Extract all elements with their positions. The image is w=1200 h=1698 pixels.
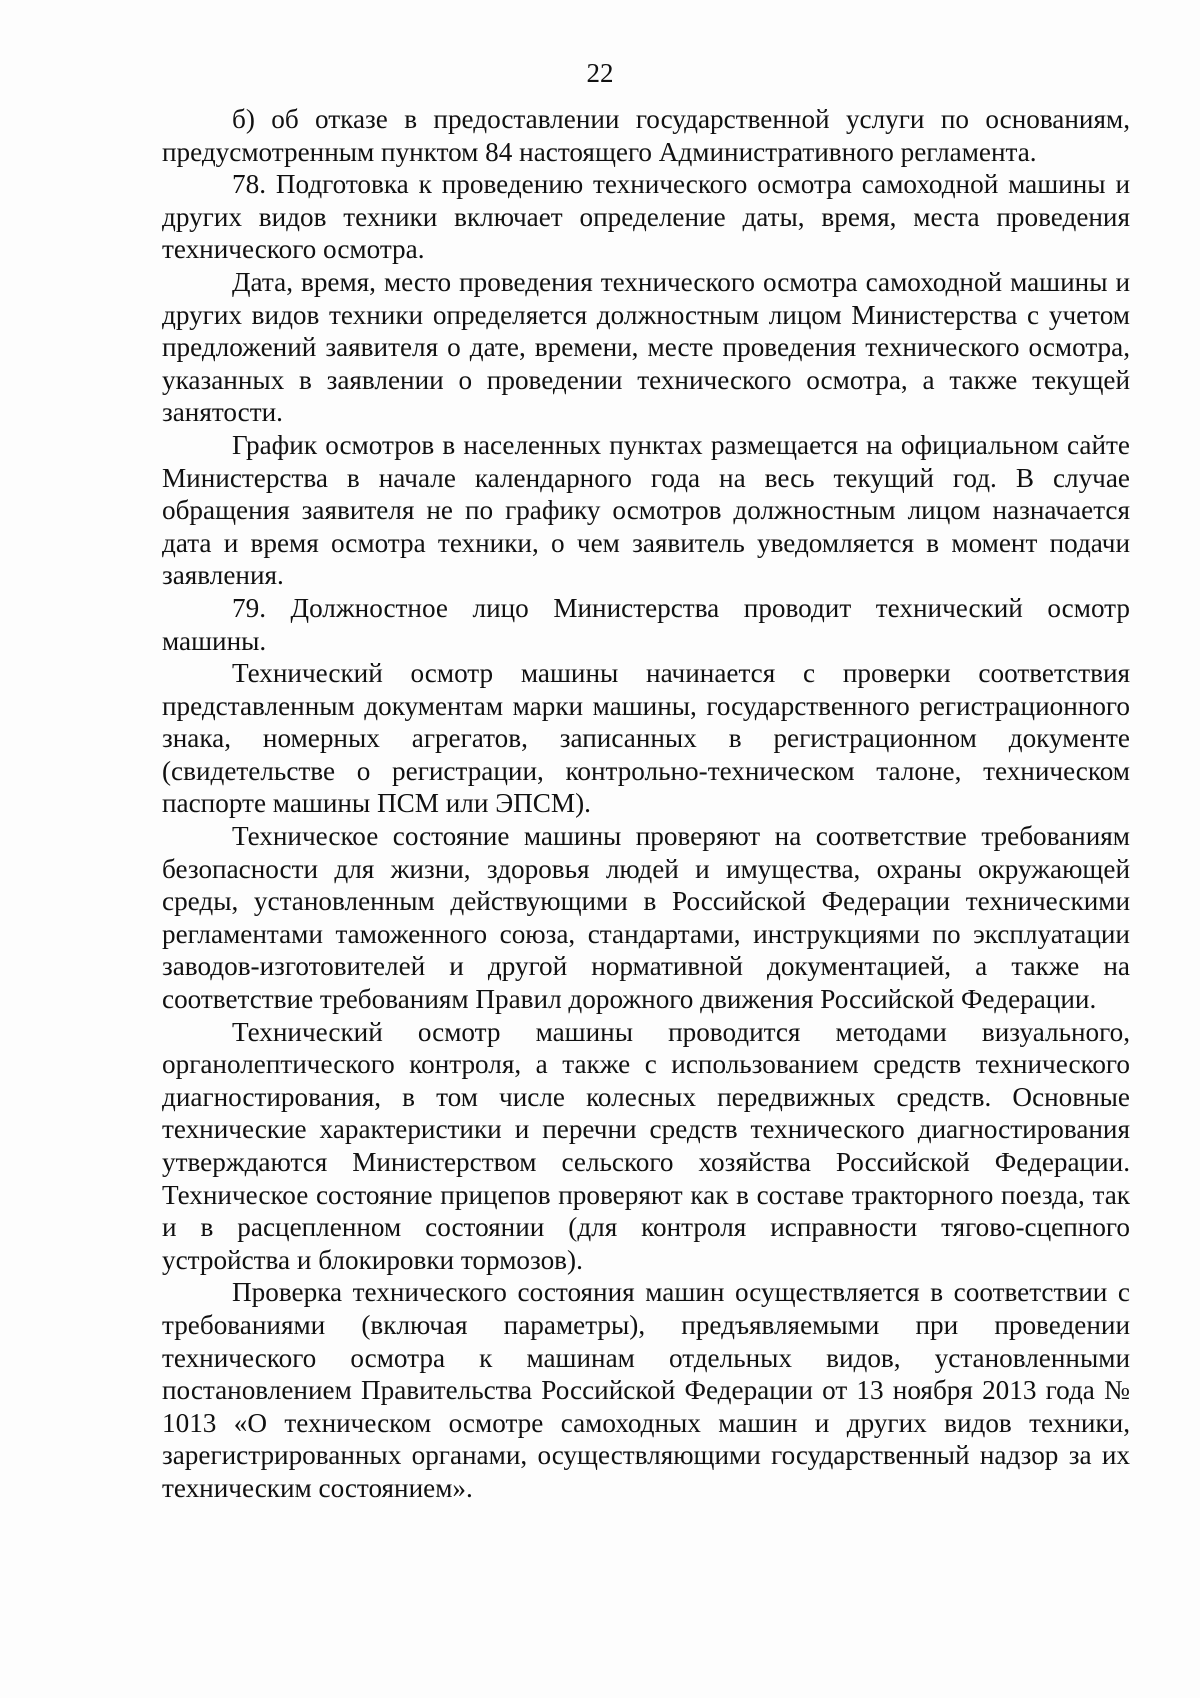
paragraph-b: б) об отказе в предоставлении государственной услуги по основаниям, предусмотренным пунктом 84 настоящего Административного регламента. [162, 104, 1130, 167]
paragraph-schedule: График осмотров в населенных пунктах размещается на официальном сайте Министерства в начале календарного года на весь текущий год. В случае обращения заявителя не по графику осмотров должностным лицом назначается дата и время осмотра техники, о чем заявитель уведомляется в момент подачи заявления. [162, 429, 1130, 591]
paragraph-date-time-place: Дата, время, место проведения технического осмотра самоходной машины и других видов техники определяется должностным лицом Министерства с учетом предложений заявителя о дате, времени, месте проведения технического осмотра, указанных в заявлении о проведении технического осмотра, а также текущей занятости. [162, 266, 1130, 428]
paragraph-inspection-methods: Технический осмотр машины проводится методами визуального, органолептического контроля, а также с использованием средств технического диагностирования, в том числе колесных передвижных средств. Основные технические характеристики и перечни средств технического диагностирования утверждаются Министерством сельского хозяйства Российской Федерации. Техническое состояние прицепов проверяют как в составе тракторного поезда, так и в расцепленном состоянии (для контроля исправности тягово-сцепного устройства и блокировки тормозов). [162, 1016, 1130, 1275]
paragraph-verification: Проверка технического состояния машин осуществляется в соответствии с требованиями (включая параметры), предъявляемыми при проведении технического осмотра к машинам отдельных видов, установленными постановлением Правительства Российской Федерации от 13 ноября 2013 года № 1013 «О техническом осмотре самоходных машин и других видов техники, зарегистрированных органами, осуществляющими государственный надзор за их техническим состоянием». [162, 1277, 1130, 1503]
document-body [162, 103, 1130, 1505]
paragraph-technical-condition: Техническое состояние машины проверяют на соответствие требованиям безопасности для жизни, здоровья людей и имущества, охраны окружающей среды, установленным действующими в Российской Федерации техническими регламентами таможенного союза, стандартами, инструкциями по эксплуатации заводов-изготовителей и другой нормативной документацией, а также на соответствие требованиям Правил дорожного движения Российской Федерации. [162, 821, 1130, 1015]
paragraph-inspection-start: Технический осмотр машины начинается с проверки соответствия представленным документам марки машины, государственного регистрационного знака, номерных агрегатов, записанных в регистрационном документе (свидетельстве о регистрации, контрольно-техническом талоне, техническом паспорте машины ПСМ или ЭПСМ). [162, 658, 1130, 819]
page-number: 22 [586, 58, 614, 88]
paragraph-78: 78. Подготовка к проведению технического осмотра самоходной машины и других видов техники включает определение даты, время, места проведения технического осмотра. [162, 169, 1130, 265]
paragraph-79: 79. Должностное лицо Министерства проводит технический осмотр машины. [162, 592, 1130, 656]
